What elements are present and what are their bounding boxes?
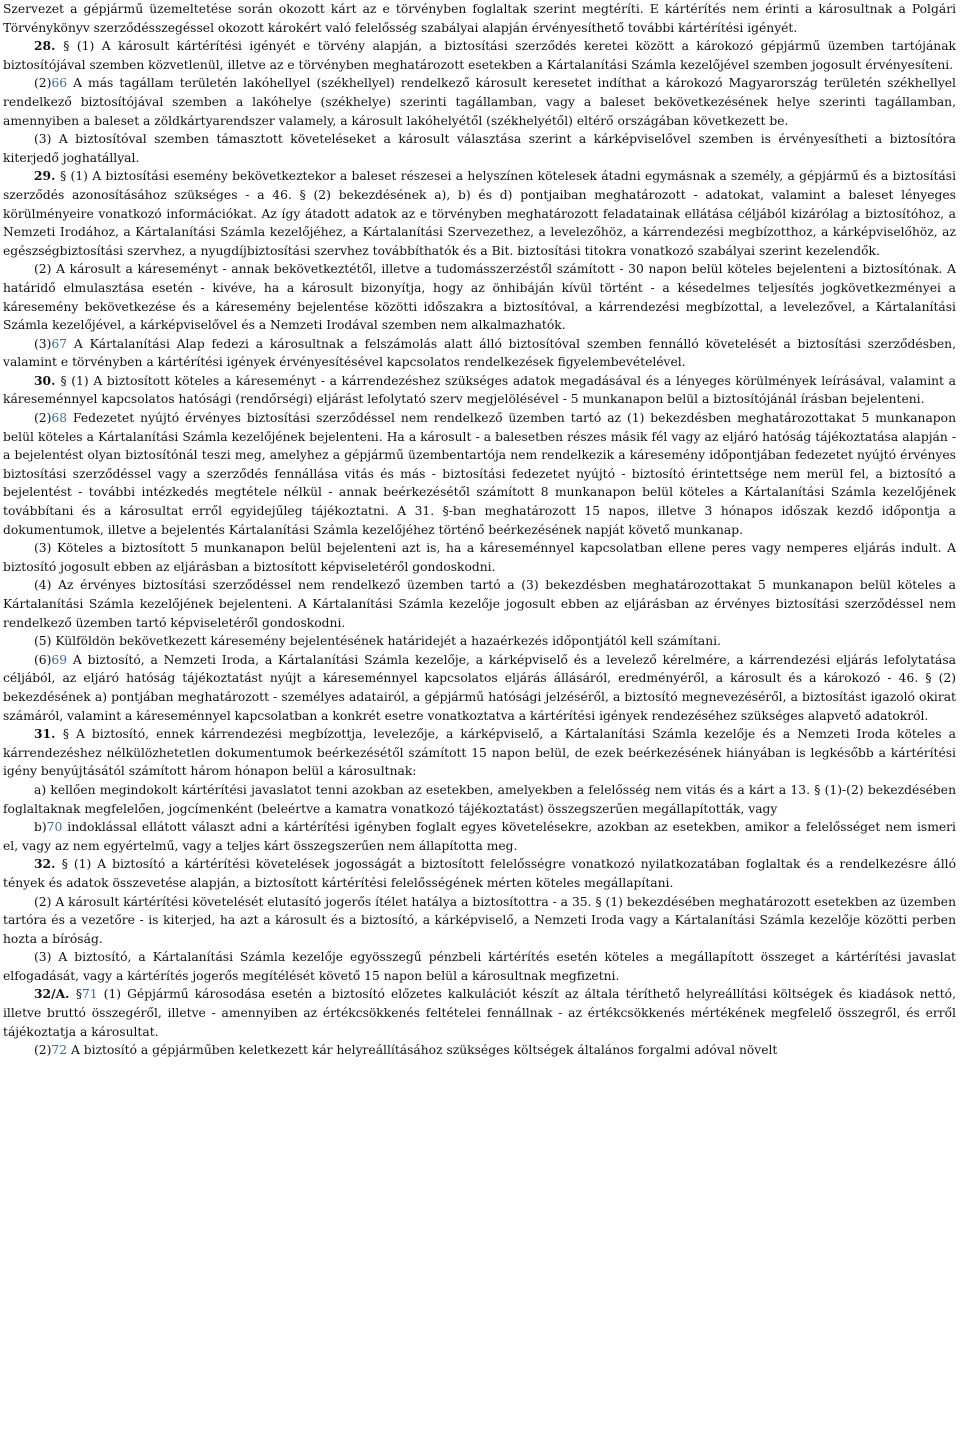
subsection-paragraph <box>3 260 956 334</box>
subsection-paragraph <box>3 539 956 576</box>
subsection-paragraph <box>3 893 956 949</box>
paragraph-text: A biztosító, a Nemzeti Iroda, a Kártalanítási Számla kezelője, a kárképviselő és a levelező kérelmére, a kárrendezési eljárás lefolytatása céljából, az eljáró hatóság tájékoztatást nyújt a káreseménnyel kapcsolatos eljárás állásáról, eredményéről, a károsult és a károkozó - 46. § (2) bekezdésének a) pontjában meghatározott - személyes adatairól, a gépjármű hatósági jelzéséről, a biztosító megnevezéséről, a biztosítást igazoló okirat számáról, valamint a káreseménnyel kapcsolatban a konkrét esetre vonatkoztatva a kártérítési igények rendezéséhez szükséges alapvető adatokról. <box>3 652 956 723</box>
section-number: 29. <box>34 168 61 184</box>
paragraph-text: indoklással ellátott választ adni a kártérítési igényben foglalt egyes követelésekre, azokban az esetekben, amikor a felelősséget nem ismeri el, vagy az nem egyértelmű, vagy a teljes kárt összegszerűen nem állapította meg. <box>3 820 956 853</box>
subsection-paragraph <box>3 948 956 985</box>
paragraph-text: (2) A károsult kártérítési követelését elutasító jogerős ítélet hatálya a biztosítottra - a 35. § (1) bekezdésében meghatározott esetekben az üzemben tartóra és a vezetőre - is kiterjed, ha azt a károsult és a biztosító, a kárképviselő, a Nemzeti Iroda vagy a Kártalanítási Számla kezelője közötti perben hozta a bíróság. <box>3 894 956 946</box>
paragraph-text: a) kellően megindokolt kártérítési javaslatot tenni azokban az esetekben, amelyekben a felelősség nem vitás és a kárt a 13. § (1)-(2) bekezdésében foglaltaknak megfelelően, jogcímenként (beleértve a kamatra vonatkozó tájékoztatást) összegszerűen megállapították, vagy <box>3 782 956 816</box>
footnote-link[interactable]: 72 <box>51 1043 68 1058</box>
section-paragraph <box>3 725 956 781</box>
section-number: 32. <box>34 856 62 872</box>
paragraph-text: § (1) A biztosító a kártérítési követelések jogosságát a biztosított felelősségre vonatkozó nyilatkozatában foglaltak és a rendelkezésre álló tények és adatok összevetése alapján, a biztosított kártérítési felelősségének mérten köteles megállapítani. <box>3 857 956 890</box>
footnote-link[interactable]: 67 <box>51 336 68 351</box>
section-number: 30. <box>34 372 61 388</box>
paragraph-text: § (1) A biztosítási esemény bekövetkeztekor a baleset részesei a helyszínen kötelesek átadni egymásnak a személy, a gépjármű és a biztosítási szerződés azonosításához szükséges - a 46. § (2) bekezdésének a), b) és d) pontjaiban meghatározott - adatokat, valamint a baleset lényeges körülményeire vonatkozó információkat. Az így átadott adatok az e törvényben meghatározott feladatainak ellátása céljából kizárólag a biztosítóhoz, a Nemzeti Irodához, a Kártalanítási Számla kezelőjéhez, a Kártalanítási Szervezethez, a levelezőhöz, a kárrendezési megbízotthoz, a kárképviselőhöz, az egészségbiztosítási szervhez, a nyugdíjbiztosítási szervhez továbbíthatók és a Bit. biztosítási titokra vonatkozó szabályai szerint kezelendők. <box>3 169 956 258</box>
footnote-link[interactable]: 68 <box>51 411 68 426</box>
footnote-link[interactable]: 69 <box>51 652 68 667</box>
section-paragraph <box>3 167 956 260</box>
paragraph-text: (2) <box>34 76 52 91</box>
subsection-paragraph <box>3 1041 956 1060</box>
paragraph-text: A más tagállam területén lakóhellyel (székhellyel) rendelkező károsult keresetet indíthat a károkozó Magyarország területén székhellyel rendelkező biztosítójával szemben a lakóhelye (székhelye) szerinti tagállamban, vagy a baleset bekövetkezésének helye szerinti tagállamban, amennyiben a baleset a zöldkártyarendszer valamely, a károsult lakóhelyétől (székhelyétől) eltérő országában következett be. <box>3 76 956 128</box>
paragraph-text: (2) <box>34 1043 52 1058</box>
subsection-paragraph <box>3 130 956 167</box>
footnote-link[interactable]: 71 <box>81 987 98 1002</box>
section-paragraph <box>3 37 956 74</box>
paragraph-text: (2) <box>34 411 52 426</box>
continuation-paragraph <box>3 0 956 37</box>
paragraph-text: (5) Külföldön bekövetkezett káresemény bejelentésének határidejét a hazaérkezés időpontjától kell számítani. <box>34 634 722 649</box>
paragraph-text: (6) <box>34 652 52 667</box>
section-paragraph <box>3 372 956 409</box>
footnote-link[interactable]: 70 <box>46 820 63 835</box>
paragraph-text: (3) A biztosító, a Kártalanítási Számla kezelője egyösszegű pénzbeli kártérítés esetén köteles a megállapított összeget a kártérítési javaslat elfogadását, vagy a kártérítés jogerős megítélését követő 15 napon belül a károsultnak megfizetni. <box>3 950 956 983</box>
paragraph-text: b) <box>34 820 47 835</box>
paragraph-text: (4) Az érvényes biztosítási szerződéssel nem rendelkező üzemben tartó a (3) bekezdésben meghatározottakat 5 munkanapon belül köteles a Kártalanítási Számla kezelőjének bejelenteni. A Kártalanítási Számla kezelője jogosult ebben az eljárásban az érvényes biztosítási szerződéssel nem rendelkező üzemben tartó képviseletéről gondoskodni. <box>3 578 956 630</box>
footnote-link[interactable]: 66 <box>51 76 68 91</box>
subsection-paragraph <box>3 335 956 372</box>
section-number: 32/A. <box>34 986 76 1002</box>
subsection-paragraph <box>3 74 956 130</box>
paragraph-text: (3) <box>34 336 52 351</box>
subsection-paragraph <box>3 632 956 651</box>
paragraph-text: § (1) A károsult kártérítési igényét e törvény alapján, a biztosítási szerződés keretei között a károkozó gépjármű üzemben tartójának biztosítójával szemben közvetlenül, illetve az e törvényben meghatározott esetekben a Kártalanítási Számla kezelőjével szemben jogosult érvényesíteni. <box>3 39 956 72</box>
paragraph-text: (3) Köteles a biztosított 5 munkanapon belül bejelenteni azt is, ha a káreseménnyel kapcsolatban ellene peres vagy nemperes eljárás indult. A biztosító jogosult ebben az eljárásban a biztosított képviseletéről gondoskodni. <box>3 541 956 574</box>
paragraph-text: Szervezet a gépjármű üzemeltetése során okozott kárt az e törvényben foglaltak szerint megtéríti. E kártérítés nem érinti a károsultnak a Polgári Törvénykönyv szerződésszegéssel okozott károkért való felelősség szabályai alapján érvényesíthető további kártérítési igényét. <box>3 2 956 35</box>
section-number: 28. <box>34 38 64 54</box>
section-paragraph <box>3 855 956 892</box>
paragraph-text: § <box>75 987 82 1002</box>
paragraph-text: § (1) A biztosított köteles a káreseményt - a kárrendezéshez szükséges adatok megadásával és a lényeges körülmények leírásával, valamint a káreseménnyel kapcsolatos hatósági (rendőrségi) eljárást lefolytató szerv megjelölésével - 5 munkanapon belül a biztosítójánál írásban bejelenteni. <box>3 373 956 407</box>
paragraph-text: A Kártalanítási Alap fedezi a károsultnak a felszámolás alatt álló biztosítóval szemben fennálló követelését a biztosítási szerződésben, valamint e törvényben a kártérítési igények érvényesítésével kapcsolatos rendelkezések figyelembevételével. <box>3 336 956 370</box>
subsection-paragraph <box>3 576 956 632</box>
subsection-paragraph <box>3 781 956 818</box>
paragraph-text: (2) A károsult a káreseményt - annak bekövetkeztétől, illetve a tudomásszerzéstől számított - 30 napon belül köteles bejelenteni a biztosítónak. A határidő elmulasztása esetén - kivéve, ha a károsult bizonyítja, hogy az önhibáján kívül történt - a késedelmes teljesítés jogkövetkezményei a káresemény bekövetkezése és a káresemény bejelentése közötti időszakra a biztosítóval, a kárrendezési megbízottal, a levelezővel, a Kártalanítási Számla kezelőjével, a kárképviselővel és a Nemzeti Irodával szemben nem alkalmazhatók. <box>3 262 956 333</box>
subsection-paragraph <box>3 818 956 855</box>
paragraph-text: Fedezetet nyújtó érvényes biztosítási szerződéssel nem rendelkező üzemben tartó az (1) bekezdésben meghatározottakat 5 munkanapon belül köteles a Kártalanítási Számla kezelőjének bejelenteni. Ha a károsult - a balesetben részes másik fél vagy az eljáró hatóság tájékoztatása alapján - a bejelentést olyan biztosítónál teszi meg, amelyhez a gépjármű üzembentartója nem rendelkezik a káresemény időpontjában fedezetet nyújtó érvényes biztosítási szerződéssel vagy a szerződés fennállása vitás és más - biztosítási fedezetet nyújtó - biztosító érintettsége nem merül fel, a biztosító a bejelentést - további intézkedés megtétele nélkül - annak beérkezésétől számított 8 munkanapon belül köteles a Kártalanítási Számla kezelőjének továbbítani és a károsultat erről egyidejűleg tájékoztatni. A 31. §-ban meghatározott 15 napos, illetve 3 hónapos időszak kezdő időpontja a dokumentumok, illetve a bejelentés Kártalanítási Számla kezelőjéhez történő beérkezésének napját követő munkanap. <box>3 411 956 537</box>
paragraph-text: (3) A biztosítóval szemben támasztott követeléseket a károsult választása szerint a kárképviselővel szemben is érvényesítheti a biztosítóra kiterjedő joghatállyal. <box>3 132 956 165</box>
paragraph-text: § A biztosító, ennek kárrendezési megbízottja, levelezője, a kárképviselő, a Kártalanítási Számla kezelője és a Nemzeti Iroda köteles a kárrendezéshez nélkülözhetetlen dokumentumok beérkezésétől számított 15 napon belül, de ezek beérkezésének hiányában is legkésőbb a kártérítési igény benyújtásától számított három hónapon belül a károsultnak: <box>3 727 956 779</box>
section-number: 31. <box>34 726 63 742</box>
subsection-paragraph <box>3 409 956 539</box>
paragraph-text: A biztosító a gépjárműben keletkezett kár helyreállításához szükséges költségek általános forgalmi adóval növelt <box>67 1043 778 1058</box>
paragraph-text: (1) Gépjármű károsodása esetén a biztosító előzetes kalkulációt készít az általa téríthető helyreállítási költségek és kiadások nettó, illetve bruttó összegéről, illetve - amennyiben az értékcsökkenés feltételei fennállnak - az értékcsökkenés mértékének megfelelő összegről, és erről tájékoztatja a károsultat. <box>3 987 956 1039</box>
section-paragraph <box>3 985 956 1041</box>
subsection-paragraph <box>3 651 956 725</box>
